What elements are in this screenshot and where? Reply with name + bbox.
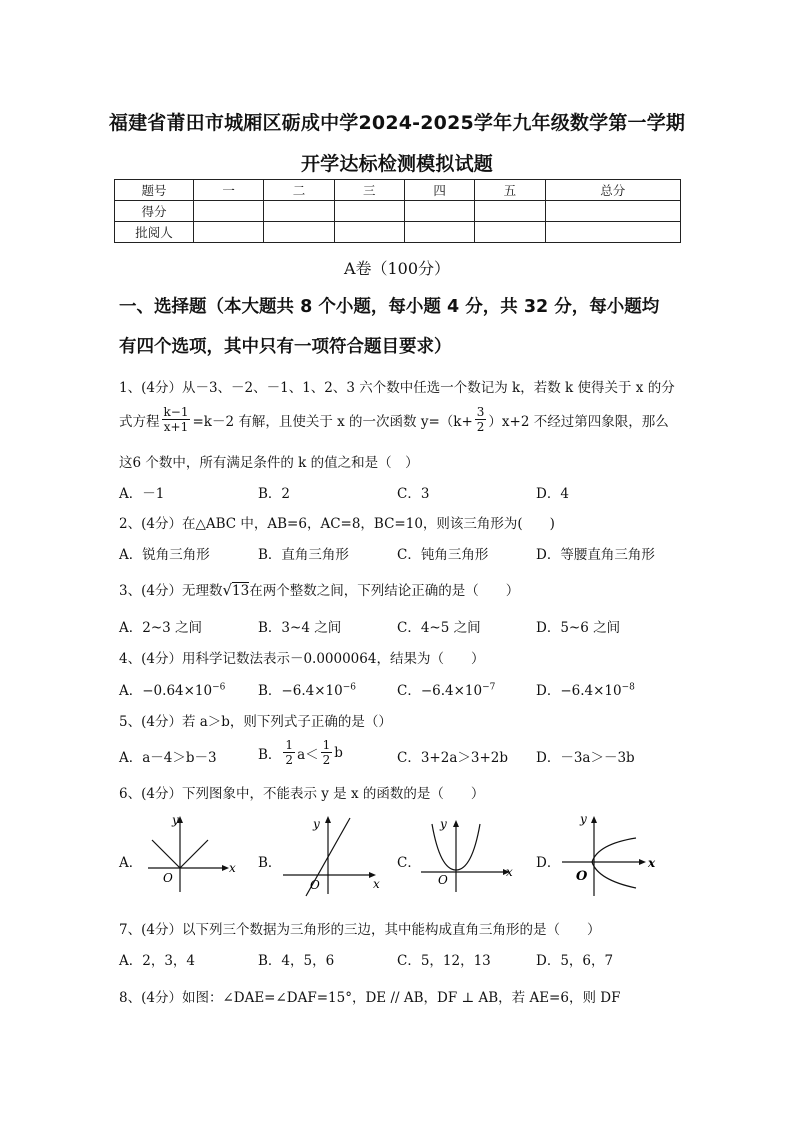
q4-option-b-text: B．−6.4×10 [258, 683, 343, 699]
axis-label-x: x [229, 861, 236, 875]
q7-option-d[interactable]: D．5，6，7 [536, 953, 614, 969]
q6-option-a-label[interactable]: A． [119, 855, 143, 871]
origin-label: O [576, 869, 588, 884]
axis-label-y: y [313, 817, 320, 831]
q1-line3: 这6 个数中，所有满足条件的 k 的值之和是（ ） [119, 455, 419, 471]
section1-heading-line1: 一、选择题（本大题共 8 个小题，每小题 4 分，共 32 分，每小题均 [119, 297, 660, 317]
q1-fraction-1 [162, 405, 191, 434]
q1-option-b[interactable]: B．2 [258, 486, 291, 502]
sqrt-icon: √ [222, 581, 233, 599]
origin-label: O [310, 878, 320, 892]
frac-numerator: 3 [476, 405, 485, 419]
q2-option-d[interactable]: D．等腰直角三角形 [536, 547, 655, 563]
score-cell[interactable] [545, 201, 680, 222]
score-cell[interactable] [475, 201, 545, 222]
score-cell[interactable] [194, 222, 264, 243]
q1-line2 [119, 405, 669, 434]
q4-option-d-exp: −8 [621, 682, 635, 693]
origin-label: O [438, 873, 448, 887]
q4-option-b-exp: −6 [342, 682, 356, 693]
q6-option-c-label[interactable]: C． [397, 855, 421, 871]
row-label: 得分 [115, 201, 194, 222]
score-cell[interactable] [475, 222, 545, 243]
score-cell[interactable] [404, 222, 474, 243]
q1-option-d[interactable]: D．4 [536, 486, 569, 502]
header-cell: 三 [334, 180, 404, 201]
q6-option-b-label[interactable]: B． [258, 855, 282, 871]
q4-option-c-text: C．−6.4×10 [397, 683, 483, 699]
q2-option-b[interactable]: B．直角三角形 [258, 547, 349, 563]
q4-option-b[interactable] [258, 679, 356, 699]
q4-stem: 4、(4分）用科学记数法表示－0.0000064，结果为（ ） [119, 651, 485, 667]
header-cell: 一 [194, 180, 264, 201]
q3-option-a[interactable]: A．2~3 之间 [119, 620, 203, 636]
axis-label-y: y [440, 817, 447, 831]
q7-option-b[interactable]: B．4，5，6 [258, 953, 335, 969]
score-cell[interactable] [334, 201, 404, 222]
score-cell[interactable] [194, 201, 264, 222]
score-cell[interactable] [264, 201, 334, 222]
row-label: 批阅人 [115, 222, 194, 243]
frac-denominator: 2 [322, 753, 331, 767]
q4-option-c-exp: −7 [482, 682, 496, 693]
q1-option-a[interactable]: A．－1 [119, 486, 165, 502]
q2-stem: 2、(4分）在△ABC 中，AB=6，AC=8，BC=10，则该三角形为( ) [119, 516, 555, 532]
q4-option-a-text: A．−0.64×10 [119, 683, 213, 699]
q5-fraction-b [321, 738, 333, 767]
q3-text-a: 3、(4分）无理数 [119, 583, 223, 599]
q5-stem: 5、(4分）若 a＞b，则下列式子正确的是（） [119, 714, 392, 730]
q3-option-d[interactable]: D．5~6 之间 [536, 620, 621, 636]
q4-option-c[interactable] [397, 679, 495, 699]
title-line-1: 福建省莆田市城厢区砺成中学2024-2025学年九年级数学第一学期 [108, 112, 686, 134]
q1-line1: 1、(4分）从－3、－2、－1、1、2、3 六个数中任选一个数记为 k，若数 k 使得关于 x 的分 [119, 380, 675, 396]
header-cell: 四 [404, 180, 474, 201]
q3-text-b: 在两个整数之间，下列结论正确的是（ ） [249, 583, 520, 599]
axis-label-y: y [580, 812, 587, 826]
frac-denominator: x+1 [163, 420, 189, 434]
q6-option-d-label[interactable]: D． [536, 855, 561, 871]
frac-numerator: 1 [322, 738, 331, 752]
q4-option-a[interactable] [119, 679, 225, 699]
q7-option-c[interactable]: C．5，12，13 [397, 953, 491, 969]
q6-graph-b[interactable] [278, 812, 388, 897]
q2-option-a[interactable]: A．锐角三角形 [119, 547, 210, 563]
q1-text-a: 式方程 [119, 413, 160, 430]
section-a-heading: A卷（100分） [343, 259, 451, 278]
q4-option-d[interactable] [536, 679, 635, 699]
q5-option-b[interactable] [258, 738, 343, 767]
q2-option-c[interactable]: C．钝角三角形 [397, 547, 489, 563]
q4-option-d-text: D．−6.4×10 [536, 683, 622, 699]
q6-stem: 6、(4分）下列图象中，不能表示 y 是 x 的函数的是（ ） [119, 786, 485, 802]
score-table-header-row [115, 180, 681, 201]
q3-sqrt-value: 13 [232, 583, 250, 599]
q1-option-c[interactable]: C．3 [397, 486, 430, 502]
axis-label-x: x [506, 865, 513, 879]
q5-option-a[interactable]: A．a－4＞b－3 [119, 750, 217, 766]
axis-label-y: y [172, 813, 179, 827]
q7-option-a[interactable]: A．2，3，4 [119, 953, 196, 969]
q6-graph-c[interactable] [416, 812, 526, 897]
q1-fraction-2 [475, 405, 487, 434]
header-cell: 题号 [115, 180, 194, 201]
header-cell: 二 [264, 180, 334, 201]
section1-heading-line2: 有四个选项，其中只有一项符合题目要求） [119, 337, 452, 357]
q7-stem: 7、(4分）以下列三个数据为三角形的三边，其中能构成直角三角形的是（ ） [119, 922, 601, 938]
axis-label-x: x [648, 856, 656, 870]
q4-option-a-exp: −6 [212, 682, 226, 693]
q6-graph-a[interactable] [140, 812, 240, 897]
score-table-row [115, 222, 681, 243]
frac-numerator: 1 [285, 738, 294, 752]
score-table-row [115, 201, 681, 222]
frac-denominator: 2 [476, 420, 485, 434]
q3-option-c[interactable]: C．4~5 之间 [397, 620, 481, 636]
title-line-2: 开学达标检测模拟试题 [300, 153, 493, 175]
axis-label-x: x [373, 877, 380, 891]
q3-stem [119, 579, 519, 599]
score-table [114, 179, 681, 243]
q5-option-d[interactable]: D．－3a＞－3b [536, 750, 635, 766]
q8-stem: 8、(4分）如图：∠DAE=∠DAF=15°，DE // AB，DF ⊥ AB，若 AE=6，则 DF [119, 990, 621, 1006]
q1-text-b: =k－2 有解，且使关于 x 的一次函数 y=（k+ [192, 413, 473, 430]
origin-label: O [163, 871, 173, 885]
q5-option-c[interactable]: C．3+2a＞3+2b [397, 750, 508, 766]
header-cell: 五 [475, 180, 545, 201]
q5-option-b-end: b [334, 744, 343, 761]
score-cell[interactable] [404, 201, 474, 222]
score-cell[interactable] [334, 222, 404, 243]
q3-option-b[interactable]: B．3~4 之间 [258, 620, 342, 636]
score-cell[interactable] [545, 222, 680, 243]
q5-fraction-a [283, 738, 295, 767]
q5-option-b-mid: a＜ [297, 746, 319, 763]
score-cell[interactable] [264, 222, 334, 243]
frac-numerator: k−1 [163, 405, 189, 419]
q6-graph-d[interactable] [556, 810, 666, 900]
frac-denominator: 2 [285, 753, 294, 767]
q5-option-b-label: B． [258, 746, 282, 763]
header-cell: 总分 [545, 180, 680, 201]
q1-text-c: ）x+2 不经过第四象限，那么 [488, 413, 669, 430]
